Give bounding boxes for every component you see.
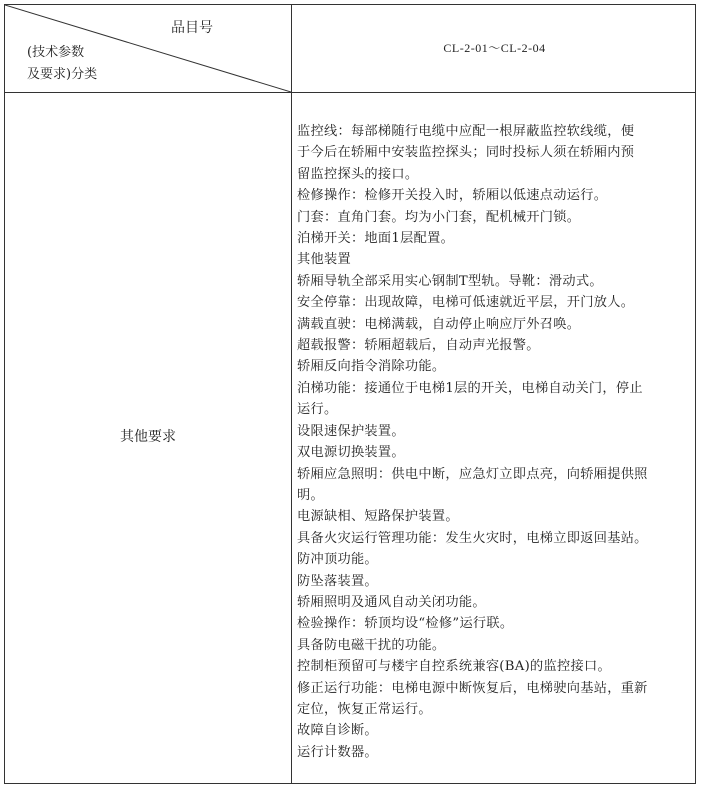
header-param-label-line2: 及要求)分类 [27,67,98,82]
requirement-line: 满载直驶：电梯满载，自动停止响应厅外召唤。 [297,316,581,332]
requirement-line: 检修操作：检修开关投入时，轿厢以低速点动运行。 [297,188,608,204]
requirement-line: 留监控探头的接口。 [297,166,419,182]
requirement-line: 于今后在轿厢中安装监控探头；同时投标人须在轿厢内预 [297,145,635,161]
category-cell [5,93,291,785]
requirement-line: 防冲顶功能。 [297,552,378,568]
requirement-line: 电源缺相、短路保护装置。 [297,509,459,525]
requirement-line: 防坠落装置。 [297,573,378,589]
requirement-line: 安全停靠：出现故障，电梯可低速就近平层，开门放人。 [297,295,635,311]
header-model-range: CL-2-01～CL-2-04 [443,41,546,55]
requirement-line: 监控线：每部梯随行电缆中应配一根屏蔽监控软线缆，便 [297,124,635,139]
requirement-line: 轿厢导轨全部采用实心钢制T型轨。导靴：滑动式。 [297,273,603,289]
requirement-line: 定位，恢复正常运行。 [297,701,432,717]
requirement-line: 故障自诊断。 [297,723,378,739]
header-param-label-line1: (技术参数 [27,45,85,60]
requirement-line: 检验操作：轿顶均设“检修”运行联。 [297,616,514,632]
requirement-line: 轿厢照明及通风自动关闭功能。 [297,594,486,610]
requirement-line: 门套：直角门套。均为小门套，配机械开门锁。 [297,209,581,225]
requirement-line: 超载报警：轿厢超载后，自动声光报警。 [297,338,540,354]
requirement-line: 具备防电磁干扰的功能。 [297,637,446,653]
column-divider [291,5,292,783]
requirement-line: 控制柜预留可与楼宇自控系统兼容(BA)的监控接口。 [297,659,611,675]
header-item-number-label: 品目号 [171,20,213,36]
requirement-line: 轿厢应急照明：供电中断，应急灯立即点亮，向轿厢提供照 [297,466,648,482]
requirements-list [297,121,687,763]
requirement-line: 明。 [297,487,324,503]
requirement-line: 其他装置 [297,252,351,268]
requirement-line: 具备火灾运行管理功能：发生火灾时，电梯立即返回基站。 [297,530,648,546]
requirement-line: 泊梯功能：接通位于电梯1层的开关，电梯自动关门，停止 [297,380,643,396]
requirement-line: 修正运行功能：电梯电源中断恢复后，电梯驶向基站，重新 [297,680,648,696]
requirement-line: 双电源切换装置。 [297,445,405,461]
requirement-line: 运行计数器。 [297,744,378,760]
category-label: 其他要求 [120,429,176,445]
requirement-line: 轿厢反向指令消除功能。 [297,359,446,375]
requirement-line: 运行。 [297,402,338,418]
requirement-line: 泊梯开关：地面1层配置。 [297,231,455,247]
requirement-line: 设限速保护装置。 [297,423,405,439]
